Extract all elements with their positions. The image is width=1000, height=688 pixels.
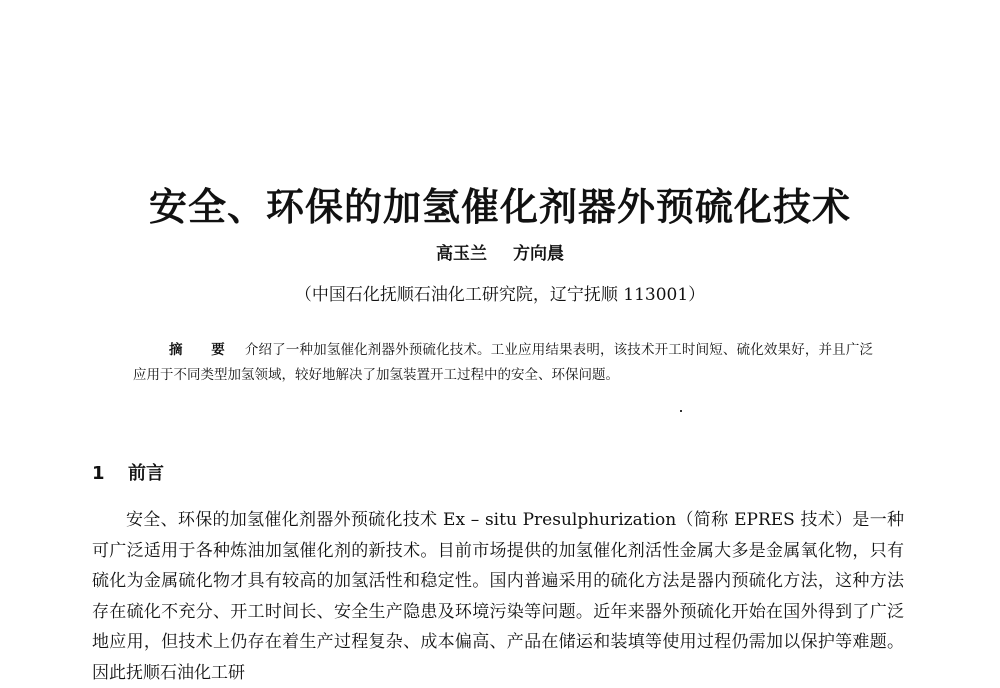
section-number: 1 — [92, 463, 105, 484]
abstract-label: 摘 要 — [169, 342, 237, 358]
section-heading — [92, 459, 164, 485]
paper-title: 安全、环保的加氢催化剂器外预硫化技术 — [148, 185, 851, 229]
affiliation: （中国石化抚顺石油化工研究院，辽宁抚顺 113001） — [294, 285, 706, 305]
abstract — [133, 338, 873, 387]
abstract-text: 介绍了一种加氢催化剂器外预硫化技术。工业应用结果表明，该技术开工时间短、硫化效果好，并且广泛应用于不同类型加氢领域，较好地解决了加氢装置开工过程中的安全、环保问题。 — [133, 342, 873, 383]
section-title: 前言 — [128, 463, 164, 484]
body-paragraph: 安全、环保的加氢催化剂器外预硫化技术 Ex – situ Presulphurization（简称 EPRES 技术）是一种可广泛适用于各种炼油加氢催化剂的新技术。目前市场提供的加氢催化剂活性金属大多是金属氧化物，只有硫化为金属硫化物才具有较高的加氢活性和稳定性。国内普遍采用的硫化方法是器内预硫化方法，这种方法存在硫化不充分、开工时间长、安全生产隐患及环境污染等问题。近年来器外预硫化开始在国外得到了广泛地应用，但技术上仍存在着生产过程复杂、成本偏高、产品在储运和装填等使用过程仍需加以保护等难题。因此抚顺石油化工研 — [92, 510, 904, 683]
author-name: 方向晨 — [513, 244, 564, 264]
author-name: 高玉兰 — [436, 244, 487, 264]
author-list — [0, 239, 1000, 264]
scan-speck — [680, 410, 682, 412]
